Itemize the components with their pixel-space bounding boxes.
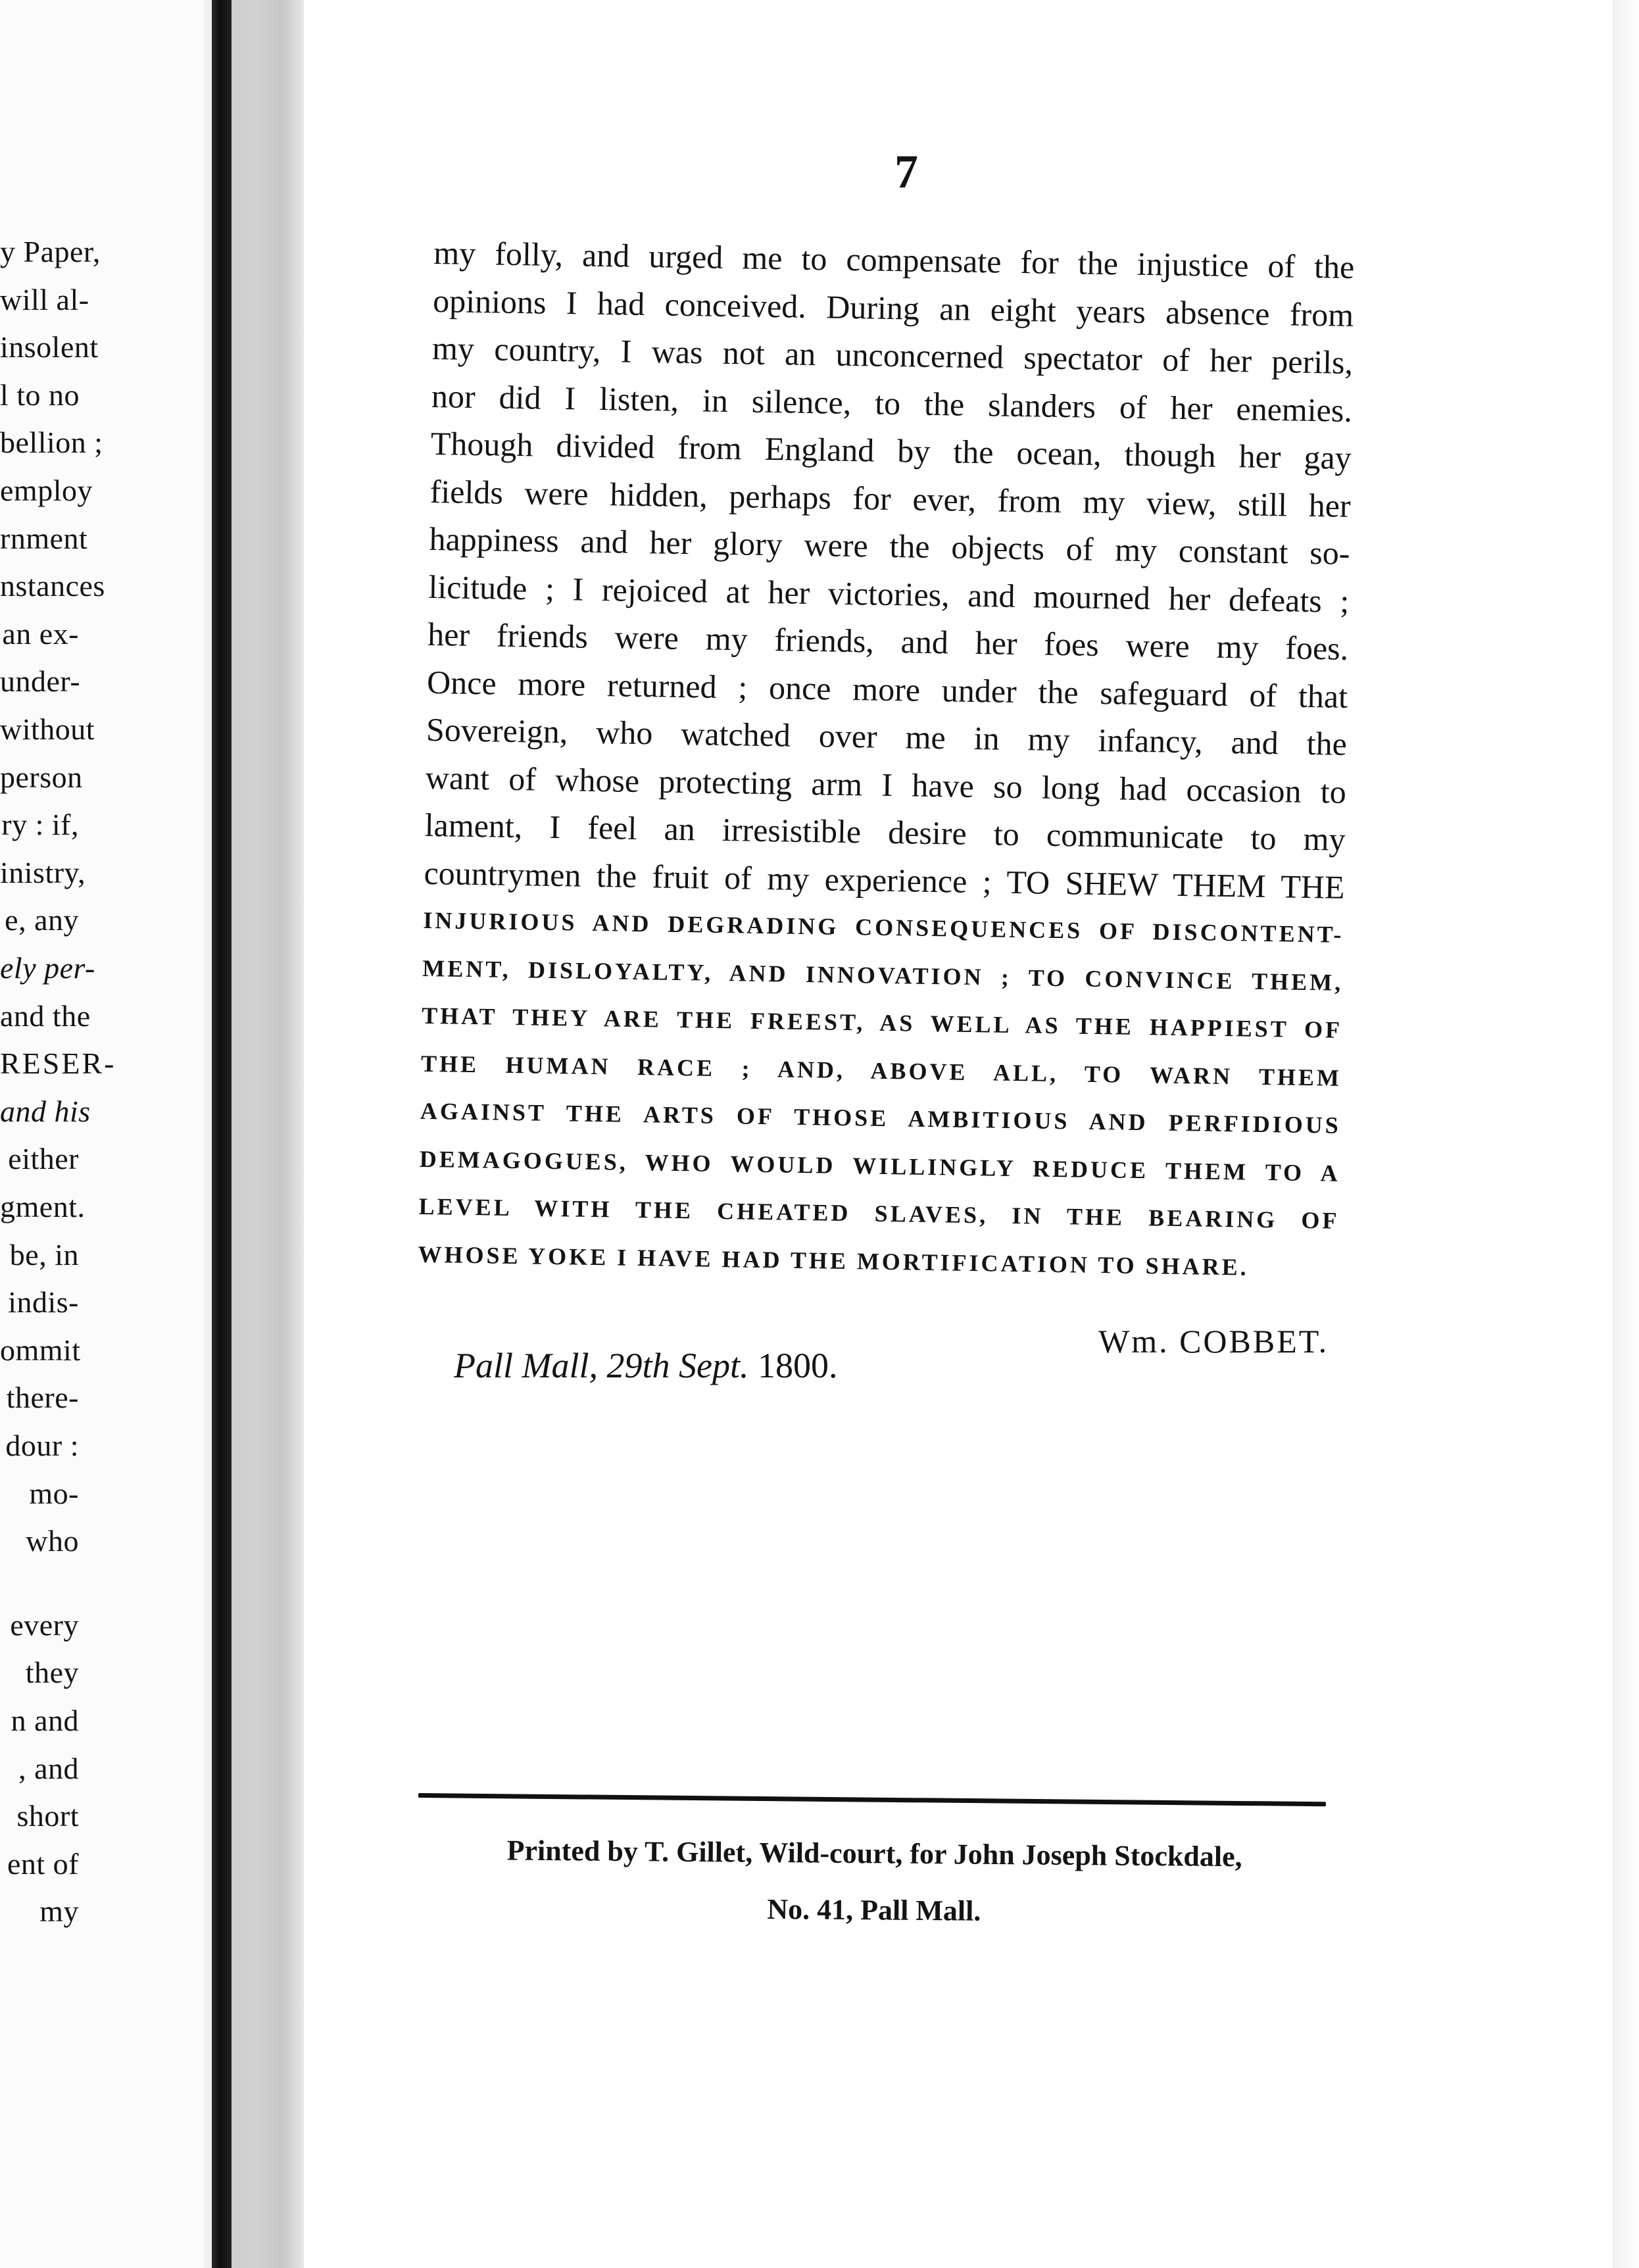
left-page-line: y Paper, [0, 235, 101, 268]
signature: Wm. COBBET. [1098, 1323, 1329, 1360]
left-page-line: gment. [0, 1190, 86, 1223]
gutter-shadow [232, 0, 304, 2268]
body-text-line: fields were hidden, perhaps for ever, from my view, still her [429, 472, 1352, 524]
body-text-line: Once more returned ; once more under the safeguard of that [426, 663, 1348, 715]
body-text-line: Sovereign, who watched over me in my infancy, and the [426, 710, 1348, 762]
imprint-line-2: No. 41, Pall Mall. [767, 1892, 981, 1927]
body-text-caps-line: DEMAGOGUES, WHO WOULD WILLINGLY REDUCE THEM TO A [419, 1145, 1340, 1187]
left-page-line: who [26, 1524, 79, 1558]
left-page-line: will al- [0, 282, 89, 316]
body-text-line: countrymen the fruit of my experience ; TO SHEW THEM THE [424, 854, 1345, 906]
body-text-line: licitude ; I rejoiced at her victories, and mourned her defeats ; [428, 568, 1350, 620]
binding-shadow [212, 0, 232, 2268]
body-text-caps-line: LEVEL WITH THE CHEATED SLAVES, IN THE BEARING OF [418, 1193, 1340, 1234]
left-page-line: indis- [8, 1285, 79, 1319]
left-page-line: without [0, 712, 95, 746]
dateline-year: 1800. [757, 1346, 838, 1385]
left-page-line: and the [0, 998, 91, 1033]
left-page-line: ely per- [0, 951, 95, 985]
left-page-line: person [0, 760, 83, 794]
left-page-line: insolent [0, 330, 99, 364]
body-text-line: Though divided from England by the ocean, though her gay [430, 424, 1352, 476]
left-page-line: n and [11, 1704, 79, 1737]
body-text-line: happiness and her glory were the objects of my constant so- [429, 520, 1350, 572]
body-text-caps-line: WHOSE YOKE I HAVE HAD THE MORTIFICATION TO SHARE. [418, 1241, 1249, 1281]
left-page-line: dour : [5, 1429, 79, 1462]
body-text-caps-line: THE HUMAN RACE ; AND, ABOVE ALL, TO WARN THEM [420, 1050, 1342, 1091]
left-page-line: ommit [0, 1333, 81, 1367]
imprint-line-1: Printed by T. Gillet, Wild-court, for John Joseph Stockdale, [506, 1834, 1242, 1873]
left-page-line: there- [6, 1381, 79, 1415]
left-page-line: either [8, 1142, 79, 1176]
left-page-line: , and [18, 1751, 79, 1785]
left-page-line: ry : if, [1, 808, 79, 842]
left-page-line: short [16, 1799, 79, 1833]
body-text-caps-line: THAT THEY ARE THE FREEST, AS WELL AS THE HAPPIEST OF [421, 1002, 1343, 1043]
body-text [418, 229, 1355, 1293]
left-page-line: rnment [0, 521, 88, 555]
body-text-line: want of whose protecting arm I have so long had occasion to [425, 758, 1347, 810]
left-page-line: be, in [9, 1237, 79, 1271]
body-text-line: my folly, and urged me to compensate for the injustice of the [433, 234, 1355, 285]
printer-imprint [472, 1822, 1275, 1942]
left-page-line: employ [0, 474, 93, 507]
body-text-caps-line: AGAINST THE ARTS OF THOSE AMBITIOUS AND PERFIDIOUS [420, 1097, 1342, 1139]
body-text-line: my country, I was not an unconcerned spectator of her perils, [431, 329, 1354, 381]
left-page-line: l to no [0, 378, 80, 412]
dateline-place-date: Pall Mall, 29th Sept. [454, 1346, 749, 1385]
left-page-line: ent of [7, 1846, 79, 1881]
left-page-line: RESER- [0, 1047, 116, 1081]
left-page-line: mo- [29, 1476, 79, 1510]
body-text-caps-line: MENT, DISLOYALTY, AND INNOVATION ; TO CONVINCE THEM, [422, 954, 1344, 996]
left-page-line: an ex- [2, 616, 79, 651]
dateline [454, 1345, 837, 1386]
body-text-line: lament, I feel an irresistible desire to communicate to my [424, 806, 1346, 858]
left-page-line: every [10, 1608, 79, 1642]
right-page-edge [1613, 0, 1639, 2268]
left-page-line: inistry, [0, 855, 86, 889]
left-page-line: bellion ; [0, 426, 103, 460]
left-page-line: nstances [0, 569, 105, 603]
page-number: 7 [894, 145, 918, 198]
left-page-line: and his [0, 1094, 91, 1128]
body-text-line: her friends were my friends, and her foes were my foes. [427, 615, 1349, 667]
left-page-line: under- [0, 664, 81, 699]
body-text-line: nor did I listen, in silence, to the slanders of her enemies. [431, 377, 1353, 429]
body-text-caps-line: INJURIOUS AND DEGRADING CONSEQUENCES OF DISCONTENT- [423, 906, 1344, 948]
body-text-line: opinions I had conceived. During an eight years absence from [432, 282, 1354, 333]
left-page-line: my [39, 1894, 79, 1929]
left-page-line: e, any [5, 903, 79, 937]
left-page-line: they [25, 1656, 79, 1690]
